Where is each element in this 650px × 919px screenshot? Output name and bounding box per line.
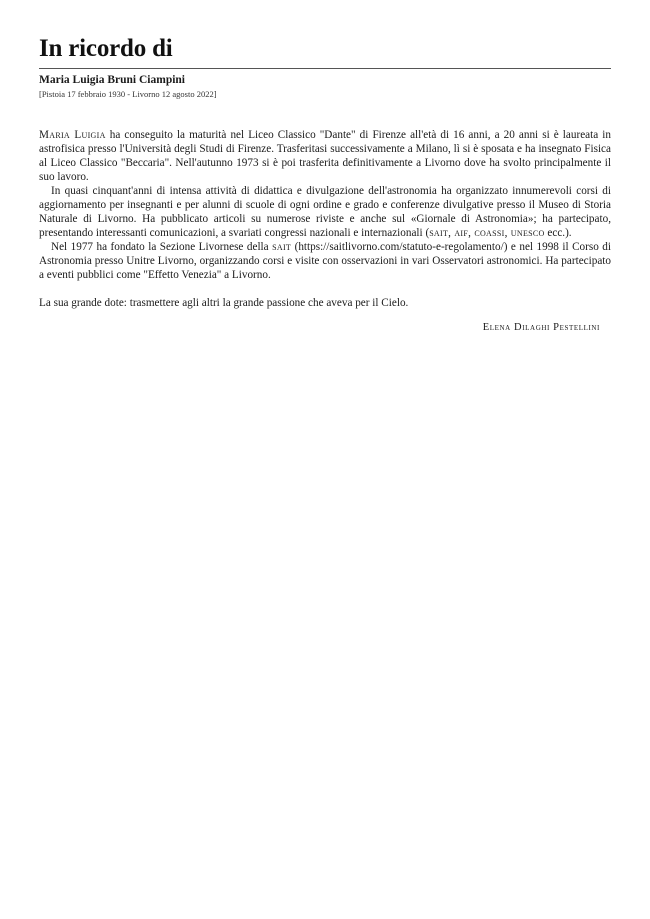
memorial-page <box>39 34 611 333</box>
biography-paragraph-1 <box>39 128 611 184</box>
person-name: Maria Luigia Bruni Ciampini <box>39 74 186 86</box>
organizations-list: sait, aif, coassi, unesco <box>429 227 545 239</box>
title-divider <box>39 68 611 69</box>
biography-paragraph-2 <box>39 184 611 240</box>
sait-abbreviation: sait <box>272 241 292 253</box>
page-title: In ricordo di <box>39 35 173 62</box>
biography-body <box>39 128 611 282</box>
author-signature: Elena Dilaghi Pestellini <box>482 322 600 333</box>
paragraph-3-text: (https://saitlivorno.com/statuto-e-regolamento/) e nel 1998 il Corso di Astronomia presso Unitre Livorno, organizzando corsi e visite con osservazioni in vari Osservatori astronomici. Ha partecipato a eventi pubblici come "Effetto Venezia" a Livorno. <box>39 241 611 281</box>
paragraph-3-start: Nel 1977 ha fondato la Sezione Livornese della <box>51 241 273 253</box>
life-dates: [Pistoia 17 febbraio 1930 - Livorno 12 agosto 2022] <box>39 89 217 99</box>
paragraph-2-end: ecc.). <box>544 227 572 239</box>
paragraph-2-text: In quasi cinquant'anni di intensa attività di didattica e divulgazione dell'astronomia ha organizzato innumerevoli corsi di aggiornamento per insegnanti e per alunni di scuole di ogni ordine e grado e conferenze divulgative presso il Museo di Storia Naturale di Livorno. Ha pubblicato articoli su numerose riviste e anche sul «Giornale di Astronomia»; ha partecipato, presentando interessanti comunicazioni, a svariati congressi nazionali e internazionali ( <box>39 185 611 239</box>
closing-sentence: La sua grande dote: trasmettere agli altri la grande passione che aveva per il Cielo. <box>39 297 409 309</box>
biography-paragraph-3 <box>39 240 611 282</box>
paragraph-1-text: ha conseguito la maturità nel Liceo Classico "Dante" di Firenze all'età di 16 anni, a 20 anni si è laureata in astrofisica presso l'Università degli Studi di Firenze. Trasferitasi successivamente a Milano, lì si è sposata e ha insegnato Fisica al Liceo Classico "Beccaria". Nell'autunno 1973 si è poi trasferita definitivamente a Livorno dove ha svolto principalmente il suo lavoro. <box>39 129 611 183</box>
subject-name: Maria Luigia <box>39 129 106 141</box>
